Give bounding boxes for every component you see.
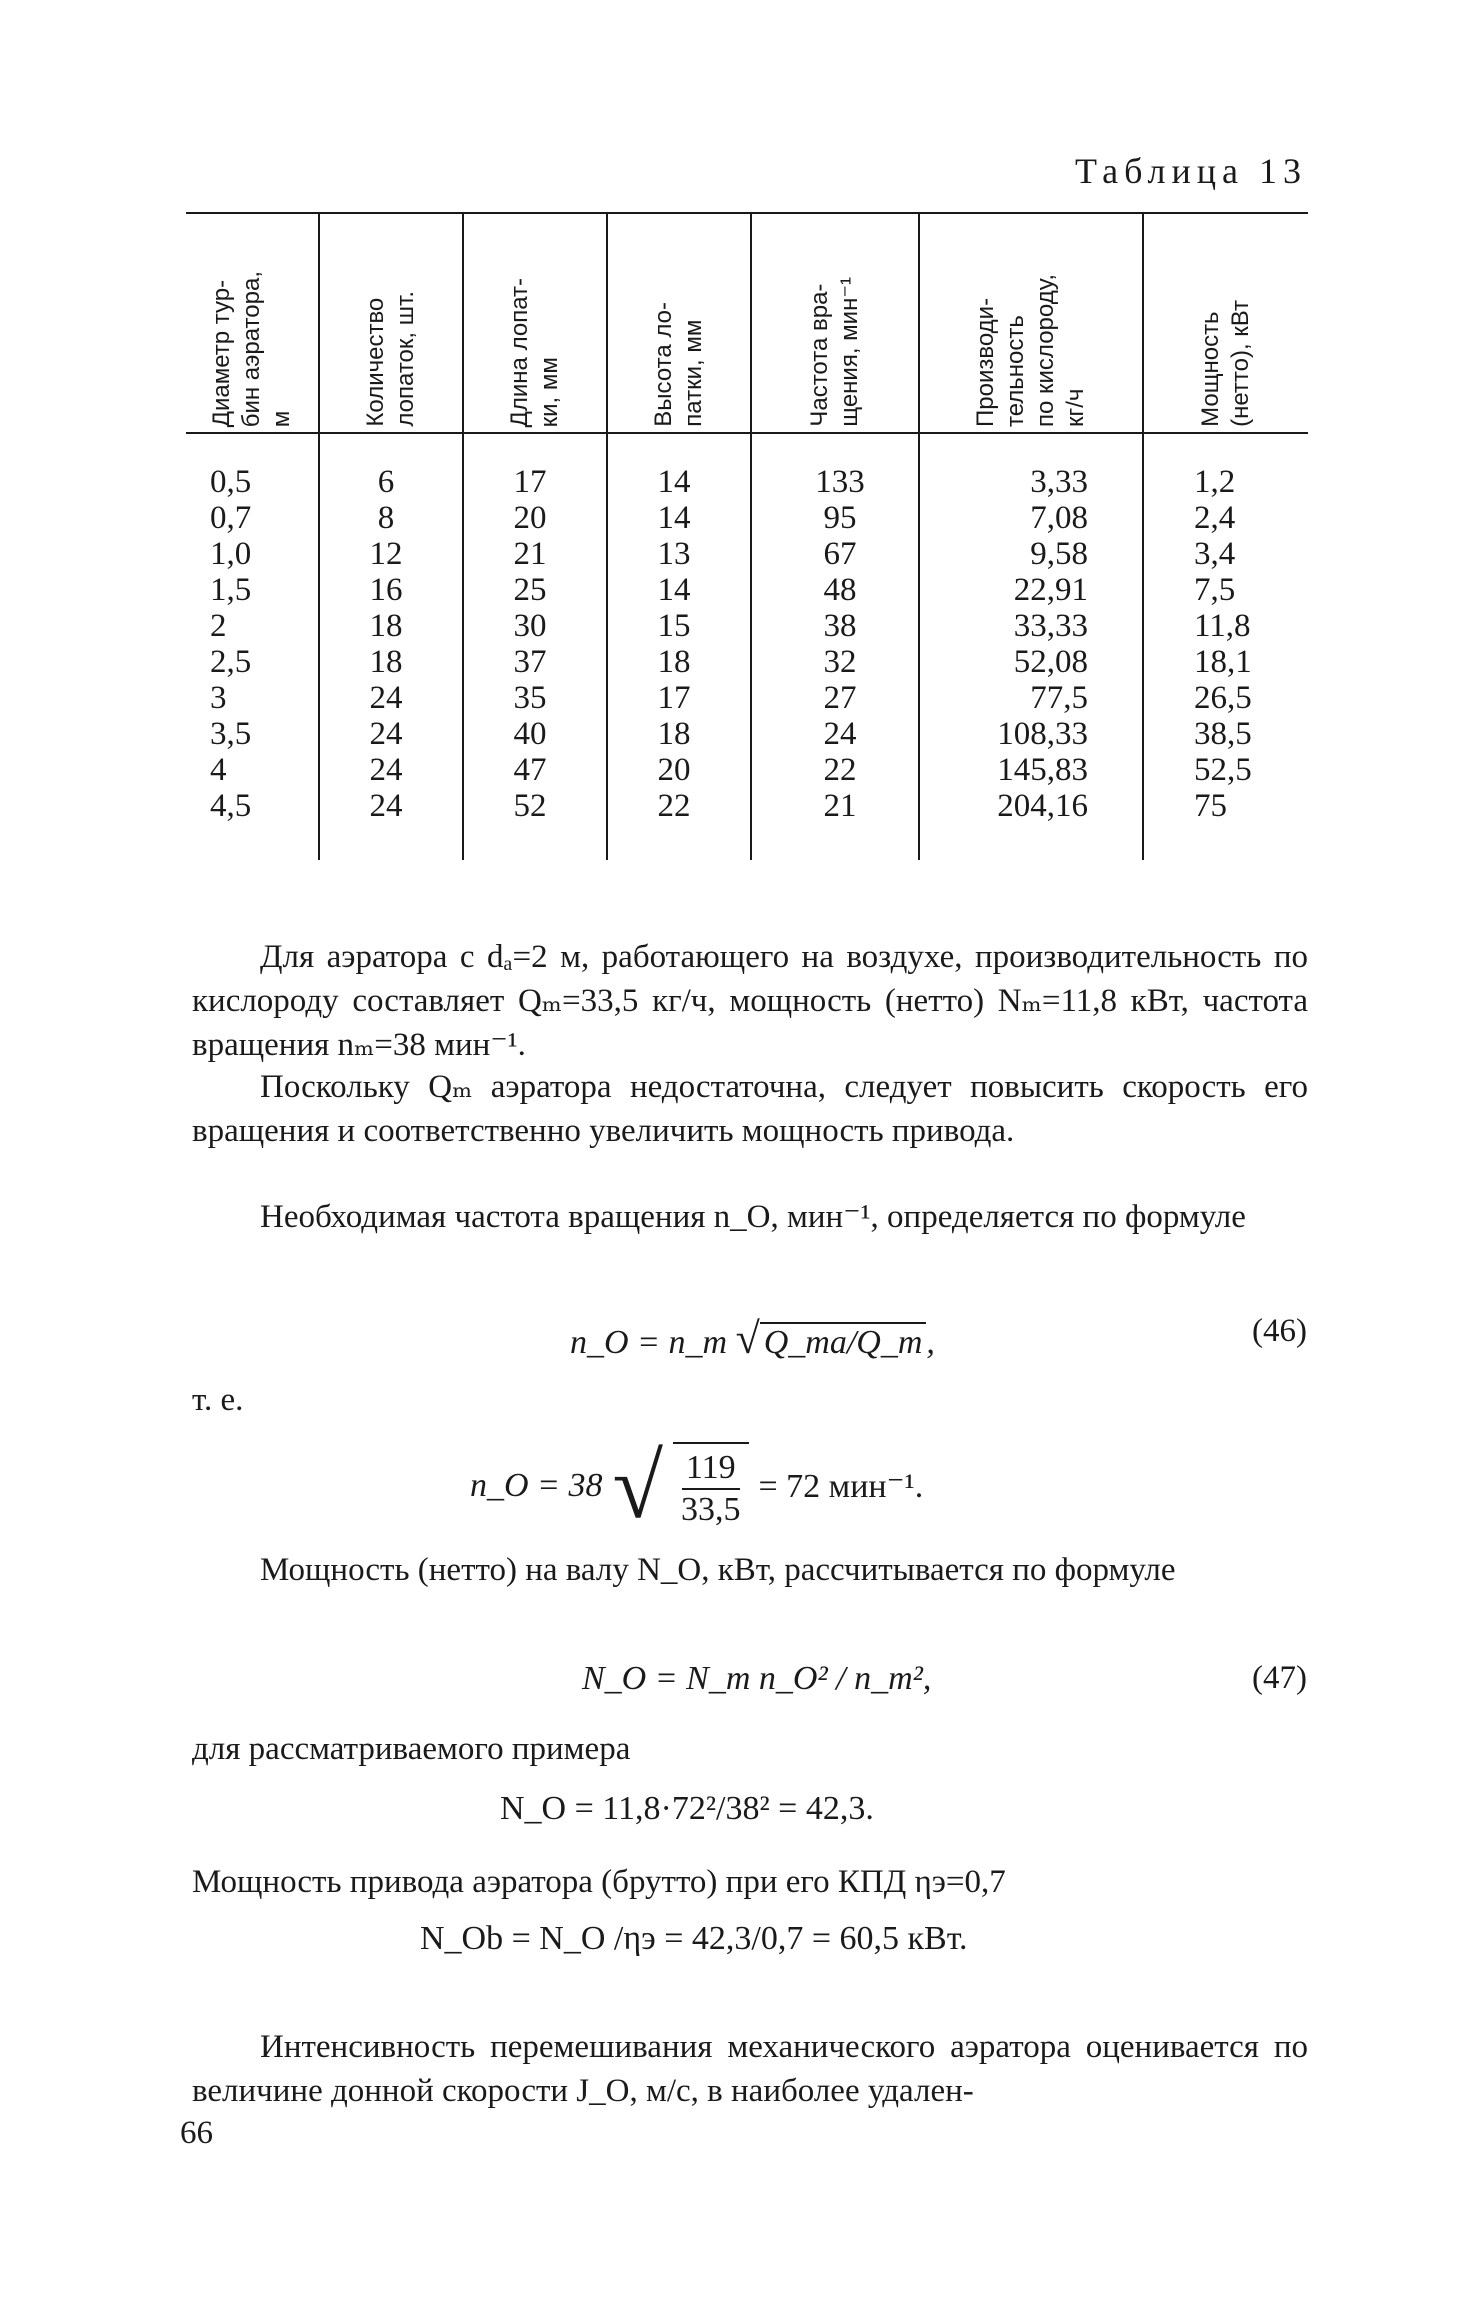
paragraph: т. е. xyxy=(192,1382,244,1418)
formula-47: N_O = N_m n_O² / n_m², xyxy=(582,1660,932,1697)
table-cell: 20 xyxy=(657,752,691,788)
table-cell: 2,5 xyxy=(210,644,252,680)
table-cell: 3 xyxy=(210,680,227,716)
paragraph: для рассматриваемого примера xyxy=(192,1731,631,1767)
formula-tail: , xyxy=(926,1324,935,1361)
table-cell: 52,5 xyxy=(1194,752,1252,788)
paragraph: Мощность привода аэратора (брутто) при его КПД ηэ=0,7 xyxy=(192,1864,1006,1900)
table-cell: 18 xyxy=(657,716,691,752)
table-cell: 18,1 xyxy=(1194,644,1252,680)
table-cell: 11,8 xyxy=(1194,608,1251,644)
column-values-rotation-speed xyxy=(790,464,890,824)
calc-rhs: = 72 мин⁻¹. xyxy=(758,1468,924,1505)
table-cell: 24 xyxy=(369,716,403,752)
table-cell: 38 xyxy=(823,608,857,644)
table-cell: 18 xyxy=(369,644,403,680)
table-cell: 16 xyxy=(369,572,403,608)
table-cell: 15 xyxy=(657,608,691,644)
column-header-blade-length xyxy=(464,222,606,427)
column-values-diameter xyxy=(210,464,300,824)
table-cell: 24 xyxy=(823,716,857,752)
table-cell: 133 xyxy=(815,464,865,500)
table-cell: 14 xyxy=(657,464,691,500)
calc-numerator: 119 xyxy=(682,1448,740,1490)
table-cell: 3,33 xyxy=(1030,464,1088,500)
column-header-power xyxy=(1144,222,1308,427)
table-cell: 6 xyxy=(377,464,395,500)
table-cell: 7,08 xyxy=(1030,500,1088,536)
column-header-label: Диаметр тур- бин аэратора, м xyxy=(208,270,295,427)
table-cell: 1,5 xyxy=(210,572,252,608)
table-cell: 67 xyxy=(823,536,857,572)
table-cell: 14 xyxy=(657,500,691,536)
column-values-blade-length xyxy=(484,464,576,824)
table-cell: 77,5 xyxy=(1030,680,1088,716)
table-cell: 37 xyxy=(513,644,547,680)
table-cell: 145,83 xyxy=(997,752,1088,788)
formula-46: n_O = n_m √ Q_ma/Q_m , xyxy=(570,1314,935,1363)
table-cell: 33,33 xyxy=(1013,608,1088,644)
table-cell: 20 xyxy=(513,500,547,536)
paragraph: Мощность (нетто) на валу N_O, кВт, рассчитывается по формуле xyxy=(260,1552,1176,1588)
calculation-drive-power: N_Ob = N_O /ηэ = 42,3/0,7 = 60,5 кВт. xyxy=(420,1920,968,1957)
table-cell: 21 xyxy=(513,536,547,572)
paragraph: Поскольку Qₘ аэратора недостаточна, следует повысить скорость его вращения и соответственно увеличить мощность привода. xyxy=(192,1069,1308,1149)
column-header-label: Производи- тельность по кислороду, кг/ч xyxy=(972,274,1089,427)
table-top-rule xyxy=(186,212,1308,214)
column-header-diameter xyxy=(186,222,318,427)
table-cell: 4 xyxy=(210,752,227,788)
table-cell: 52 xyxy=(513,788,547,824)
table-cell: 24 xyxy=(369,680,403,716)
sqrt-sign: √ xyxy=(612,1435,663,1537)
table-cell: 14 xyxy=(657,572,691,608)
table-cell: 18 xyxy=(657,644,691,680)
table-cell: 0,5 xyxy=(210,464,252,500)
table-caption: Таблица 13 xyxy=(1075,151,1307,191)
column-values-power xyxy=(1194,464,1294,824)
table-cell: 3,5 xyxy=(210,716,252,752)
table-cell: 95 xyxy=(823,500,857,536)
equation-number: (47) xyxy=(1252,1660,1307,1696)
paragraph: Необходимая частота вращения n_O, мин⁻¹, определяется по формуле xyxy=(260,1199,1246,1235)
table-cell: 30 xyxy=(513,608,547,644)
table-cell: 24 xyxy=(369,752,403,788)
table-cell: 1,0 xyxy=(210,536,252,572)
table-cell: 21 xyxy=(823,788,857,824)
table-header-rule xyxy=(186,432,1308,434)
table-cell: 12 xyxy=(369,536,403,572)
table-cell: 17 xyxy=(513,464,547,500)
table-cell: 40 xyxy=(513,716,547,752)
calc-denominator: 33,5 xyxy=(681,1491,741,1528)
column-header-label: Длина лопат- ки, мм xyxy=(506,277,563,427)
table-cell: 75 xyxy=(1194,788,1227,824)
table-cell: 108,33 xyxy=(997,716,1088,752)
table-cell: 0,7 xyxy=(210,500,252,536)
page-number: 66 xyxy=(180,2115,213,2151)
table-cell: 52,08 xyxy=(1013,644,1088,680)
table-cell: 9,58 xyxy=(1030,536,1088,572)
table-cell: 18 xyxy=(369,608,403,644)
paragraph: Для аэратора с dₐ=2 м, работающего на воздухе, производительность по кислороду составляет Qₘ=33,5 кг/ч, мощность (нетто) Nₘ=11,8 кВт, частота вращения nₘ=38 мин⁻¹. xyxy=(192,939,1308,1063)
paragraph: Интенсивность перемешивания механического аэратора оценивается по величине донной скорости J_O, м/с, в наиболее удален- xyxy=(192,2029,1308,2109)
table-cell: 47 xyxy=(513,752,547,788)
table-cell: 204,16 xyxy=(997,788,1088,824)
column-values-blade-count xyxy=(340,464,432,824)
table-cell: 24 xyxy=(369,788,403,824)
table-cell: 35 xyxy=(513,680,547,716)
table-cell: 22,91 xyxy=(1013,572,1088,608)
column-values-blade-height xyxy=(628,464,720,824)
formula-lhs: n_O = n_m xyxy=(570,1324,728,1361)
table-cell: 22 xyxy=(657,788,691,824)
table-cell: 2 xyxy=(210,608,227,644)
calculation-rotation-speed xyxy=(470,1435,924,1537)
table-cell: 32 xyxy=(823,644,857,680)
table-cell: 2,4 xyxy=(1194,500,1236,536)
column-header-rotation-speed xyxy=(752,222,918,427)
formula-radicand: Q_ma/Q_m xyxy=(760,1322,927,1361)
table-cell: 17 xyxy=(657,680,691,716)
calc-lhs: n_O = 38 xyxy=(470,1467,603,1504)
equation-number: (46) xyxy=(1252,1313,1307,1349)
table-cell: 1,2 xyxy=(1194,464,1236,500)
column-header-label: Мощность (нетто), кВт xyxy=(1197,300,1254,427)
column-header-label: Количество лопаток, шт. xyxy=(362,291,419,427)
table-cell: 7,5 xyxy=(1194,572,1236,608)
table-cell: 48 xyxy=(823,572,857,608)
column-header-label: Высота ло- патки, мм xyxy=(650,302,707,427)
table-cell: 4,5 xyxy=(210,788,252,824)
column-header-label: Частота вра- щения, мин⁻¹ xyxy=(806,277,863,427)
table-cell: 3,4 xyxy=(1194,536,1236,572)
column-header-oxygen-capacity xyxy=(920,222,1142,427)
column-header-blade-height xyxy=(608,222,750,427)
table-cell: 27 xyxy=(823,680,857,716)
table-cell: 26,5 xyxy=(1194,680,1252,716)
table-cell: 38,5 xyxy=(1194,716,1252,752)
calculation-power: N_O = 11,8·72²/38² = 42,3. xyxy=(500,1790,874,1827)
table-cell: 8 xyxy=(377,500,395,536)
column-values-oxygen-capacity xyxy=(960,464,1088,824)
column-header-blade-count xyxy=(320,222,462,427)
calc-fraction xyxy=(673,1442,749,1530)
table-cell: 22 xyxy=(823,752,857,788)
table-cell: 13 xyxy=(657,536,691,572)
table-cell: 25 xyxy=(513,572,547,608)
